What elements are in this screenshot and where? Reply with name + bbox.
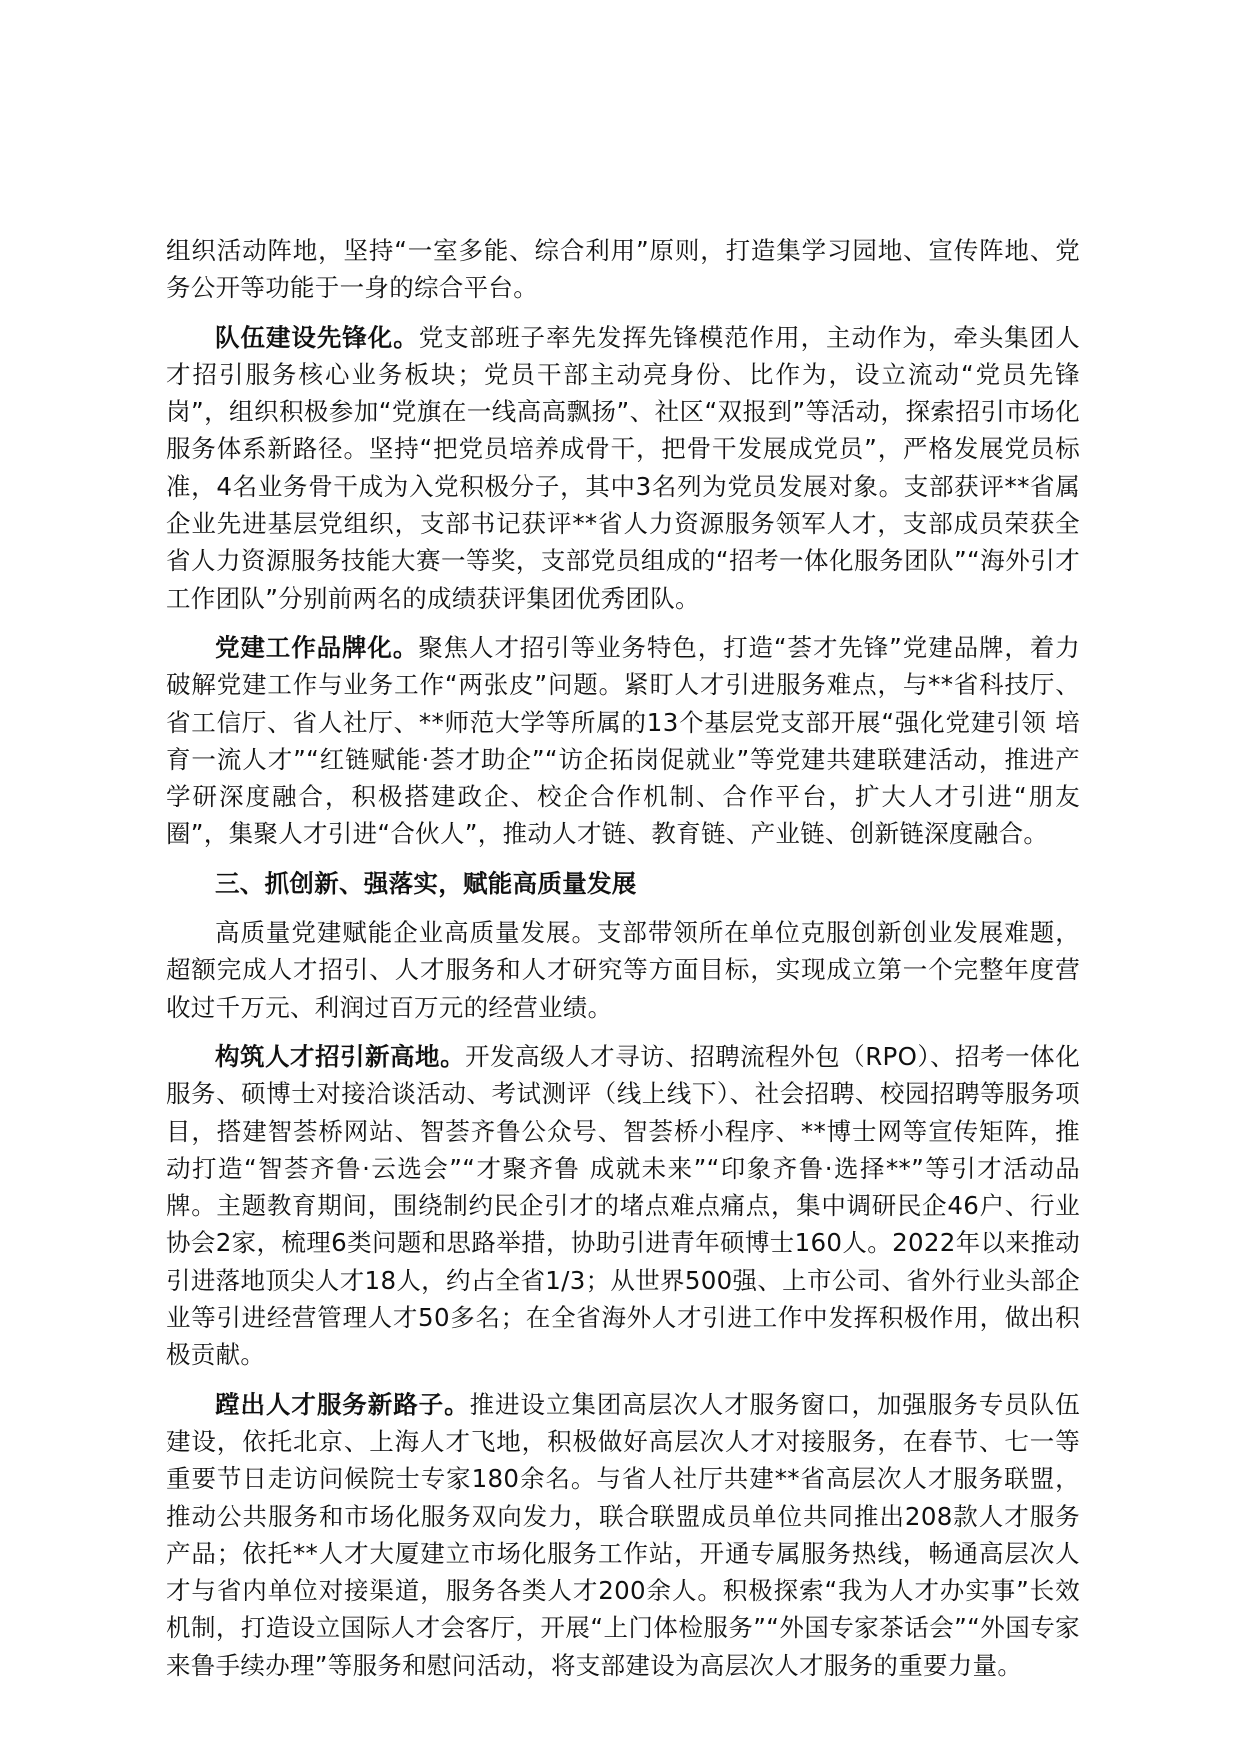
paragraph-talent-service xyxy=(166,1386,1080,1684)
paragraph-text: 开发高级人才寻访、招聘流程外包（RPO）、招考一体化服务、硕博士对接洽谈活动、考试测评（线上线下）、社会招聘、校园招聘等服务项目，搭建智荟桥网站、智荟齐鲁公众号、智荟桥小程序、**博士网等宣传矩阵，推动打造“智荟齐鲁·云选会”“才聚齐鲁 成就未来”“印象齐鲁·选择**”等引才活动品牌。主题教育期间，围绕制约民企引才的堵点难点痛点，集中调研民企46户、行业协会2家，梳理6类问题和思路举措，协助引进青年硕博士160人。2022年以来推动引进落地顶尖人才18人，约占全省1/3；从世界500强、上市公司、省外行业头部企业等引进经营管理人才50多名；在全省海外人才引进工作中发挥积极作用，做出积极贡献。 xyxy=(166,1041,1080,1370)
paragraph-text: 组织活动阵地，坚持“一室多能、综合利用”原则，打造集学习园地、宣传阵地、党务公开等功能于一身的综合平台。 xyxy=(166,236,1080,303)
paragraph-continuation xyxy=(166,232,1080,307)
document-page xyxy=(166,232,1080,1684)
paragraph-text: 推进设立集团高层次人才服务窗口，加强服务专员队伍建设，依托北京、上海人才飞地，积极做好高层次人才对接服务，在春节、七一等重要节日走访问候院士专家180余名。与省人社厅共建**省高层次人才服务联盟，推动公共服务和市场化服务双向发力，联合联盟成员单位共同推出208款人才服务产品；依托**人才大厦建立市场化服务工作站，开通专属服务热线，畅通高层次人才与省内单位对接渠道，服务各类人才200余人。积极探索“我为人才办实事”长效机制，打造设立国际人才会客厅，开展“上门体检服务”“外国专家茶话会”“外国专家来鲁手续办理”等服务和慰问活动，将支部建设为高层次人才服务的重要力量。 xyxy=(166,1389,1080,1680)
section-heading: 三、抓创新、强落实，赋能高质量发展 xyxy=(215,868,637,898)
paragraph-lead: 蹚出人才服务新路子。 xyxy=(215,1389,470,1419)
paragraph-talent-recruitment xyxy=(166,1038,1080,1374)
paragraph-lead: 构筑人才招引新高地。 xyxy=(215,1041,466,1071)
paragraph-text: 党支部班子率先发挥先锋模范作用，主动作为，牵头集团人才招引服务核心业务板块；党员干部主动亮身份、比作为，设立流动“党员先锋岗”，组织积极参加“党旗在一线高高飘扬”、社区“双报到”等活动，探索招引市场化服务体系新路径。坚持“把党员培养成骨干，把骨干发展成党员”，严格发展党员标准，4名业务骨干成为入党积极分子，其中3名列为党员发展对象。支部获评**省属企业先进基层党组织，支部书记获评**省人力资源服务领军人才，支部成员荣获全省人力资源服务技能大赛一等奖，支部党员组成的“招考一体化服务团队”“海外引才工作团队”分别前两名的成绩获评集团优秀团队。 xyxy=(166,322,1080,613)
paragraph-party-brand xyxy=(166,629,1080,853)
paragraph-lead: 队伍建设先锋化。 xyxy=(215,322,419,352)
paragraph-team-vanguard xyxy=(166,319,1080,617)
paragraph-text: 聚焦人才招引等业务特色，打造“荟才先锋”党建品牌，着力破解党建工作与业务工作“两张皮”问题。紧盯人才引进服务难点，与**省科技厅、省工信厅、省人社厅、**师范大学等所属的13个基层党支部开展“强化党建引领 培育一流人才”“红链赋能·荟才助企”“访企拓岗促就业”等党建共建联建活动，推进产学研深度融合，积极搭建政企、校企合作机制、合作平台，扩大人才引进“朋友圈”，集聚人才引进“合伙人”，推动人才链、教育链、产业链、创新链深度融合。 xyxy=(166,632,1080,849)
paragraph-text: 高质量党建赋能企业高质量发展。支部带领所在单位克服创新创业发展难题，超额完成人才招引、人才服务和人才研究等方面目标，实现成立第一个完整年度营收过千万元、利润过百万元的经营业绩。 xyxy=(166,918,1080,1022)
paragraph-high-quality xyxy=(166,914,1080,1026)
paragraph-lead: 党建工作品牌化。 xyxy=(215,632,419,662)
